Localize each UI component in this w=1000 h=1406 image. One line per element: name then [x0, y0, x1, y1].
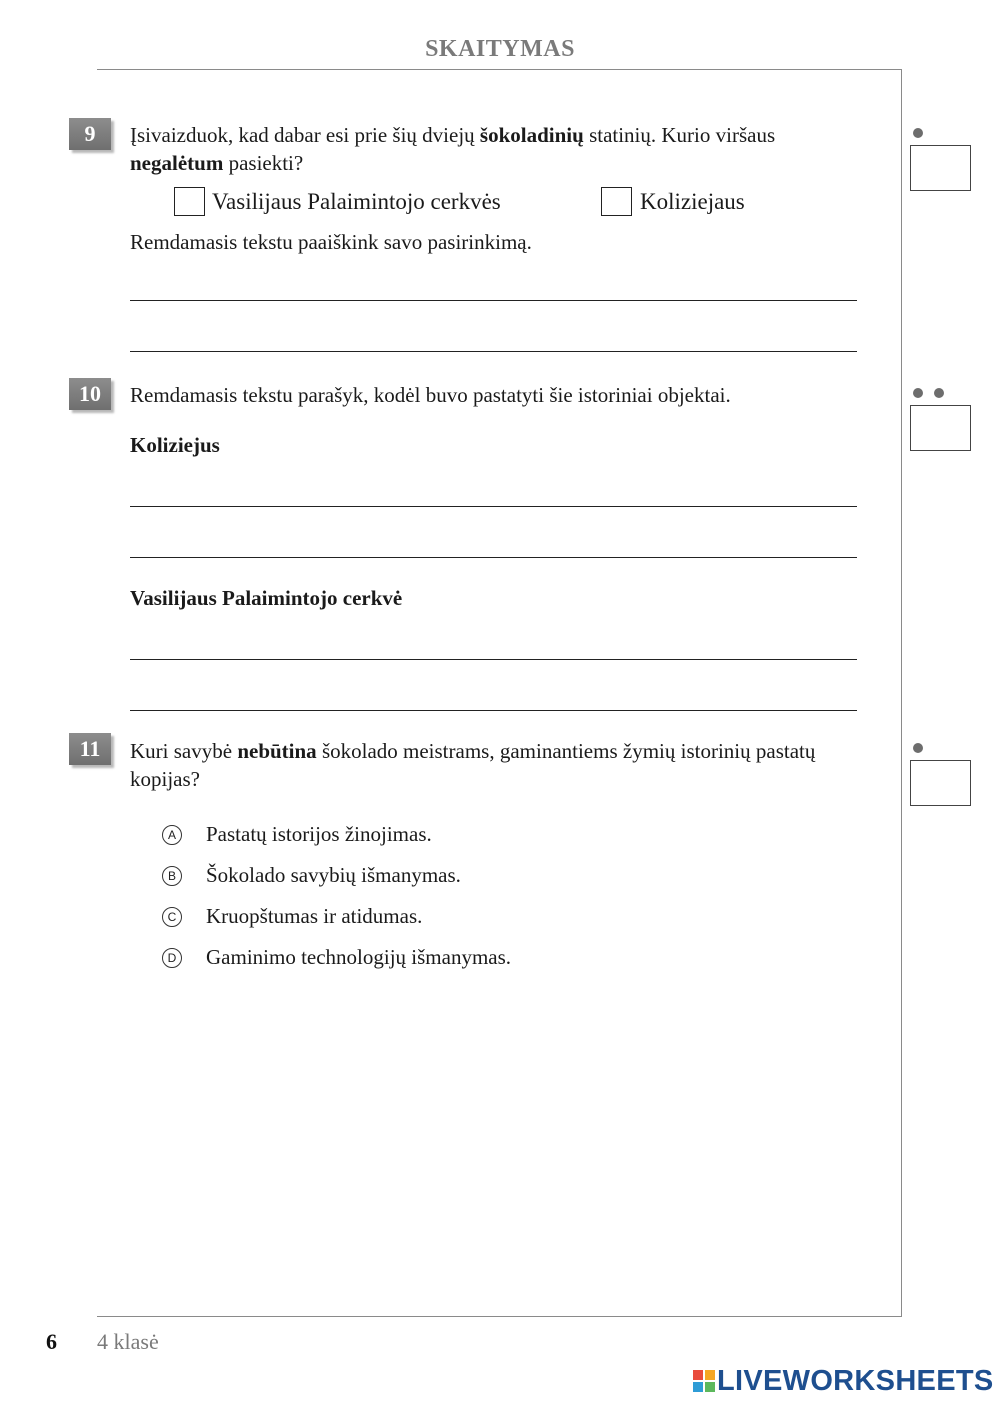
frame-bottom-border	[97, 1316, 902, 1317]
q9-text-part: statinių. Kurio viršaus	[583, 123, 776, 147]
score-dot	[913, 388, 923, 398]
option-c-radio[interactable]: C	[162, 907, 182, 927]
score-box-q9	[910, 145, 971, 191]
logo-cell	[693, 1370, 703, 1380]
question-number-9: 9	[69, 118, 111, 150]
subheading-vasilijaus: Vasilijaus Palaimintojo cerkvė	[130, 586, 403, 610]
grade-label: 4 klasė	[97, 1329, 159, 1354]
checkbox-vasilijaus[interactable]	[174, 187, 205, 216]
logo-text: LIVEWORKSHEETS	[717, 1365, 994, 1397]
q11-text-part: šokolado meistrams, gaminantiems žymių istorinių pastatų kopijas?	[130, 739, 816, 791]
checkbox-koliziejaus[interactable]	[601, 187, 632, 216]
question-10-text: Remdamasis tekstu parašyk, kodėl buvo pastatyti šie istoriniai objektai.	[130, 383, 731, 407]
answer-line-q10-1[interactable]	[130, 506, 857, 507]
option-b-radio[interactable]: B	[162, 866, 182, 886]
checkbox-label-vasilijaus: Vasilijaus Palaimintojo cerkvės	[212, 189, 501, 214]
frame-top-border	[97, 69, 902, 70]
option-b-text: Šokolado savybių išmanymas.	[206, 863, 461, 887]
option-d-radio[interactable]: D	[162, 948, 182, 968]
option-a-text: Pastatų istorijos žinojimas.	[206, 822, 432, 846]
score-box-q11	[910, 760, 971, 806]
section-title: SKAITYMAS	[425, 36, 575, 62]
score-dot	[934, 388, 944, 398]
option-a-radio[interactable]: A	[162, 825, 182, 845]
logo-cell	[705, 1370, 715, 1380]
question-9-text	[130, 121, 880, 177]
q9-text-part: pasiekti?	[223, 151, 304, 175]
logo-cell	[705, 1382, 715, 1392]
q9-text-bold: negalėtum	[130, 151, 224, 175]
q11-text-part: Kuri savybė	[130, 739, 238, 763]
checkbox-label-koliziejaus: Koliziejaus	[640, 189, 745, 214]
answer-line-q10-3[interactable]	[130, 659, 857, 660]
question-number-10: 10	[69, 378, 111, 410]
score-dot	[913, 743, 923, 753]
answer-line-q9-2[interactable]	[130, 351, 857, 352]
page-number: 6	[46, 1329, 57, 1354]
answer-line-q10-2[interactable]	[130, 557, 857, 558]
subheading-koliziejus: Koliziejus	[130, 433, 220, 457]
liveworksheets-logo	[693, 1366, 994, 1396]
score-box-q10	[910, 405, 971, 451]
frame-right-border	[901, 69, 902, 1317]
question-11-text	[130, 737, 890, 793]
answer-line-q10-4[interactable]	[130, 710, 857, 711]
question-number-11: 11	[69, 733, 111, 765]
option-d-text: Gaminimo technologijų išmanymas.	[206, 945, 512, 969]
q9-text-part: Įsivaizduok, kad dabar esi prie šių dviejų	[130, 123, 480, 147]
logo-cell	[693, 1382, 703, 1392]
score-dot	[913, 128, 923, 138]
q11-text-bold: nebūtina	[237, 739, 317, 763]
q9-text-bold: šokoladinių	[479, 123, 584, 147]
logo-mark-icon	[693, 1370, 715, 1392]
option-c-text: Kruopštumas ir atidumas.	[206, 904, 423, 928]
answer-line-q9-1[interactable]	[130, 300, 857, 301]
question-9-followup: Remdamasis tekstu paaiškink savo pasirinkimą.	[130, 230, 532, 254]
